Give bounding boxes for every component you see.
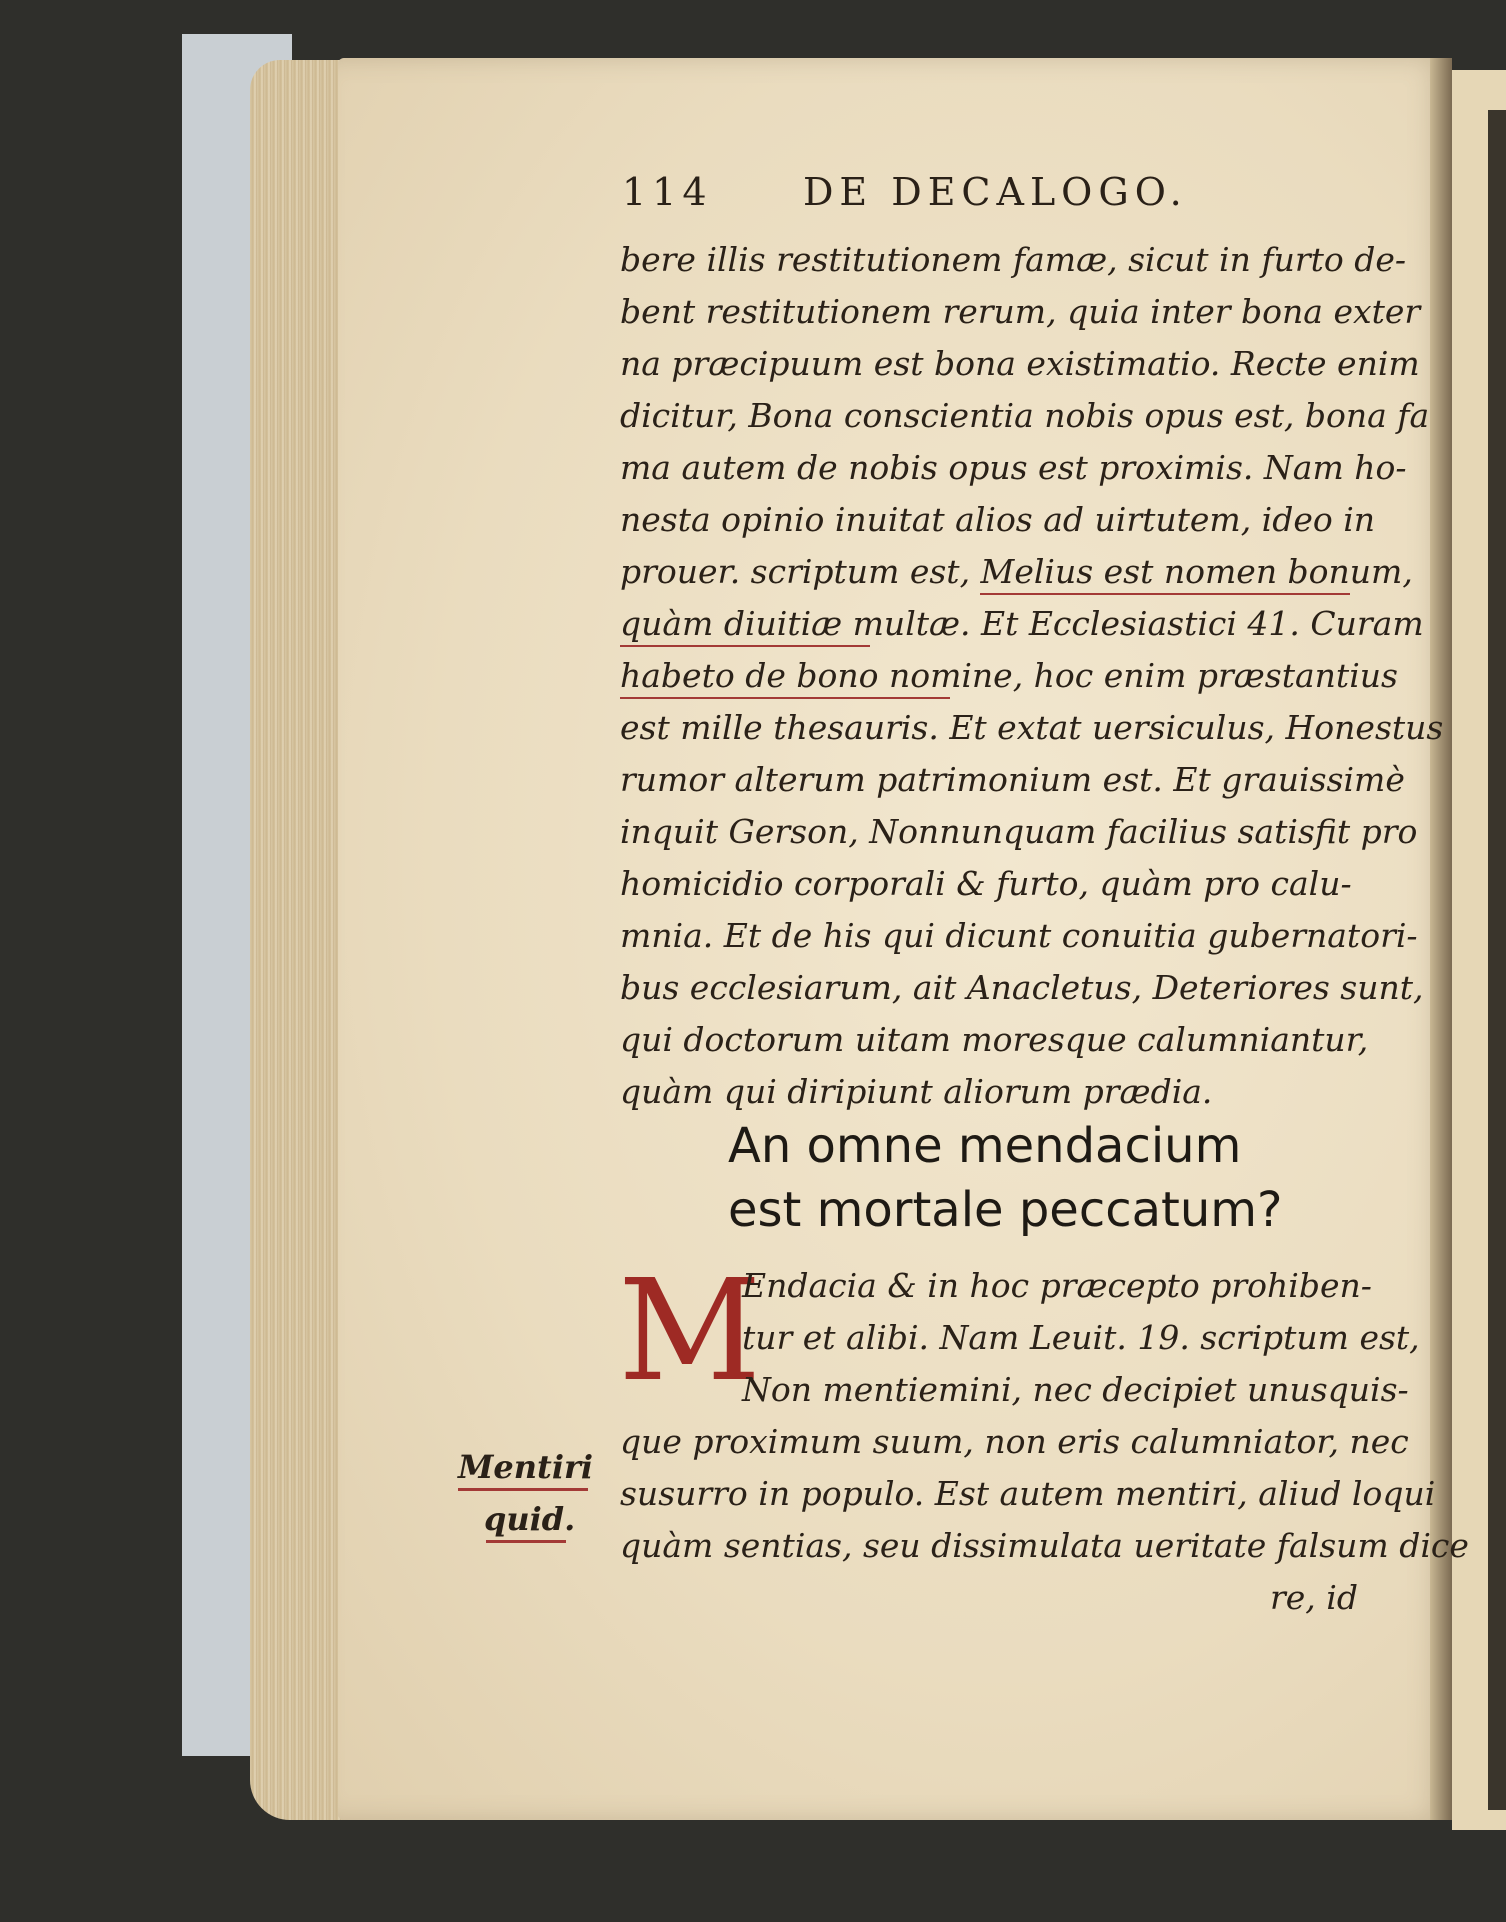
- body-line: nesta opinio inuitat alios ad uirtutem, ideo in: [620, 500, 1376, 539]
- body-line: mnia. Et de his qui dicunt conuitia gubernatori-: [620, 916, 1418, 955]
- red-underline: [980, 593, 1350, 595]
- body-line: rumor alterum patrimonium est. Et grauissimè: [620, 760, 1405, 799]
- red-underline: [620, 645, 870, 647]
- body-line: inquit Gerson, Nonnunquam facilius satisfit pro: [620, 812, 1418, 851]
- body-line: na præcipuum est bona existimatio. Recte enim: [620, 344, 1420, 383]
- body-line: est mille thesauris. Et extat uersiculus, Honestus: [620, 708, 1444, 747]
- body-line: quàm diuitiæ multæ. Et Ecclesiastici 41. Curam: [620, 604, 1424, 643]
- section-line: susurro in populo. Est autem mentiri, aliud loqui: [620, 1474, 1436, 1513]
- body-line: ma autem de nobis opus est proximis. Nam ho-: [620, 448, 1407, 487]
- body-line: prouer. scriptum est, Melius est nomen bonum,: [620, 552, 1413, 591]
- section-line: Non mentiemini, nec decipiet unusquis-: [742, 1370, 1409, 1409]
- section-heading-line1: An omne mendacium: [728, 1118, 1242, 1174]
- section-line: tur et alibi. Nam Leuit. 19. scriptum est,: [742, 1318, 1420, 1357]
- margin-note-line2: quid.: [484, 1500, 576, 1538]
- running-header: [622, 170, 1188, 214]
- catchword: re, id: [1270, 1578, 1358, 1617]
- margin-note-line1: Mentiri: [458, 1448, 593, 1486]
- section-heading-line2: est mortale peccatum?: [728, 1182, 1283, 1238]
- facing-page-shadow: [1488, 110, 1506, 1810]
- page-number: 114: [622, 170, 713, 214]
- section-line: quàm sentias, seu dissimulata ueritate falsum dice: [620, 1526, 1469, 1565]
- header-title: DE DECALOGO.: [802, 170, 1188, 214]
- margin-note-underline: [486, 1540, 566, 1543]
- red-underline: [620, 697, 950, 699]
- body-line: quàm qui diripiunt aliorum prædia.: [620, 1072, 1213, 1111]
- body-line: dicitur, Bona conscientia nobis opus est, bona fa: [620, 396, 1430, 435]
- body-line: bere illis restitutionem famæ, sicut in furto de-: [620, 240, 1407, 279]
- drop-cap-initial: M: [618, 1250, 762, 1413]
- body-line: habeto de bono nomine, hoc enim præstantius: [620, 656, 1398, 695]
- body-line: bus ecclesiarum, ait Anacletus, Deteriores sunt,: [620, 968, 1424, 1007]
- body-line: bent restitutionem rerum, quia inter bona exter: [620, 292, 1421, 331]
- section-line: Endacia & in hoc præcepto prohiben-: [742, 1266, 1372, 1305]
- body-line: qui doctorum uitam moresque calumniantur,: [620, 1020, 1369, 1059]
- section-line: que proximum suum, non eris calumniator, nec: [620, 1422, 1409, 1461]
- margin-note-strike: [458, 1488, 588, 1491]
- body-line: homicidio corporali & furto, quàm pro calu-: [620, 864, 1352, 903]
